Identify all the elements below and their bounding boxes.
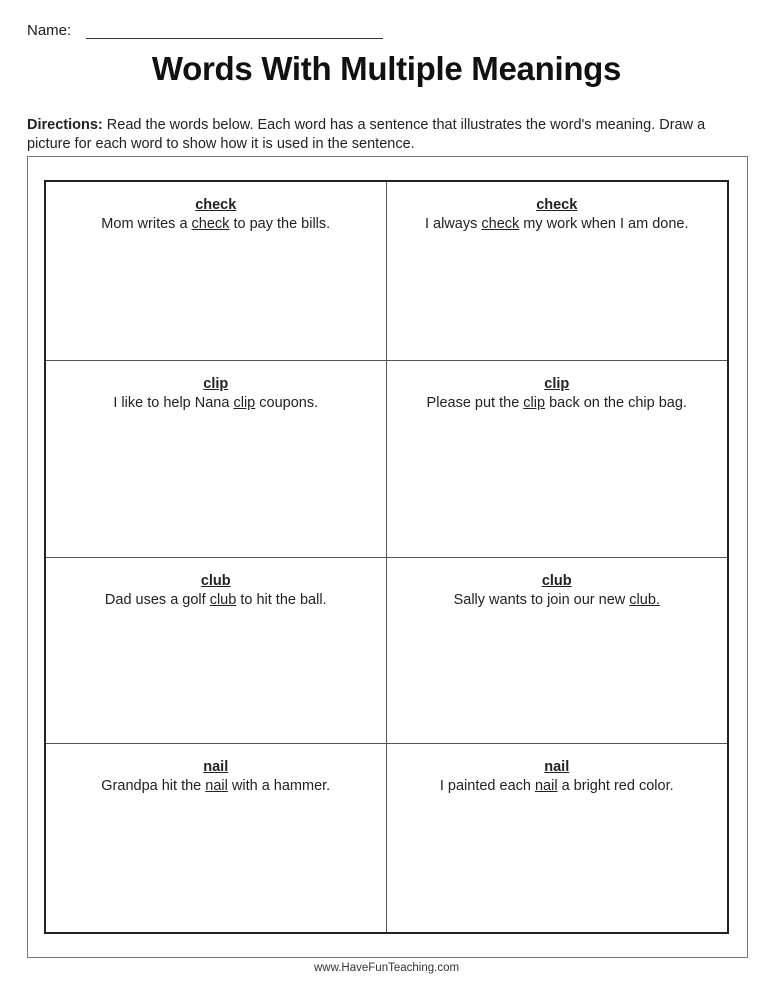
vocab-word: check [536,197,578,213]
sentence-start: Please put the [426,395,524,411]
sentence-end: a bright red color. [557,778,674,794]
example-sentence [46,591,386,610]
name-line[interactable] [86,23,383,39]
directions-text: Read the words below. Each word has a sentence that illustrates the word's meaning. Draw a picture for each word to show how it is used in the sentence. [27,117,706,152]
target-word: check [191,216,230,232]
example-sentence [46,777,386,796]
sentence-start: Dad uses a golf [104,592,210,608]
target-word: clip [523,395,546,411]
target-word: club. [629,592,660,608]
target-word: check [481,216,520,232]
name-field-row [27,22,383,39]
example-sentence [46,394,386,413]
directions [27,116,752,154]
sentence-end: my work when I am done. [519,216,689,232]
sentence-end: to hit the ball. [236,592,327,608]
sentence-start: Grandpa hit the [101,778,206,794]
directions-label: Directions: [27,117,103,133]
example-sentence [387,591,728,610]
sentence-end: with a hammer. [227,778,331,794]
sentence-start: Mom writes a [101,216,192,232]
word-grid [44,180,729,934]
target-word: club [209,592,237,608]
target-word: nail [205,778,228,794]
name-label: Name: [27,22,72,39]
drawing-box[interactable] [46,744,387,932]
sentence-end: coupons. [255,395,319,411]
footer-url: www.HaveFunTeaching.com [313,962,460,974]
example-sentence [387,394,728,413]
drawing-box[interactable] [46,558,387,744]
vocab-word: nail [203,759,229,775]
sentence-start: I like to help Nana [113,395,234,411]
page-title: Words With Multiple Meanings [151,50,622,87]
sentence-end: to pay the bills. [229,216,331,232]
drawing-box[interactable] [387,182,728,361]
drawing-box[interactable] [46,361,387,558]
vocab-word: clip [203,376,229,392]
drawing-box[interactable] [387,744,728,932]
example-sentence [46,215,386,234]
target-word: clip [233,395,256,411]
vocab-word: check [195,197,237,213]
drawing-box[interactable] [387,558,728,744]
sentence-start: I always [424,216,482,232]
target-word: nail [534,778,558,794]
vocab-word: nail [544,759,570,775]
sentence-start: Sally wants to join our new [453,592,630,608]
example-sentence [387,215,728,234]
vocab-word: club [200,573,231,589]
sentence-end: back on the chip bag. [545,395,687,411]
vocab-word: clip [544,376,570,392]
vocab-word: club [541,573,572,589]
sentence-start: I painted each [439,778,535,794]
drawing-box[interactable] [46,182,387,361]
drawing-box[interactable] [387,361,728,558]
example-sentence [387,777,728,796]
